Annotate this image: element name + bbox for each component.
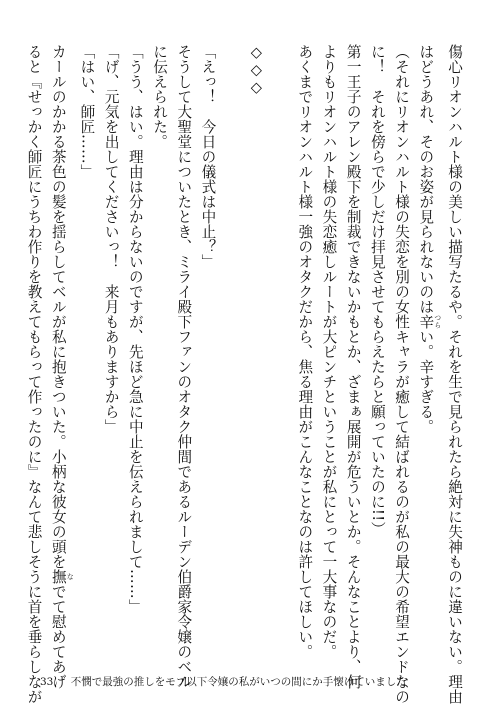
body-line: 「はい、師匠……」 bbox=[78, 44, 96, 179]
body-line: （それにリオンハルト様の失恋を別の女性キャラが癒して結ばれるのが私の最大の希望エンドなの bbox=[393, 44, 411, 704]
body-line: 「えっ！ 今日の儀式は中止？」 bbox=[199, 44, 217, 269]
body-line: カールのかかる茶色の髪を揺らしてベルが私に抱きついた。小柄な彼女の頭を撫 なでて慰めてあげ bbox=[49, 44, 75, 689]
body-line: あくまでリオンハルト様一強のオタクだから、焦る理由がこんなことなのは許してほしい。 bbox=[296, 44, 314, 659]
body-line: 「うう、はい。理由は分からないのですが、先ほど急に中止を伝えられまして……」 bbox=[126, 44, 144, 614]
body-line: に！ それを傍らで少しだけ拝見させてもらえたらと願っていたのに!!） bbox=[368, 44, 386, 537]
body-line: 傷心リオンハルト様の美しい描写たるや。それを生で見られたら絶対に失神ものに違いない。理由 bbox=[446, 44, 463, 704]
body-line: ると『せっかく師匠にうちわ作りを教えてもらって作ったのに』なんて悲しそうに首を垂らしなが bbox=[25, 44, 43, 704]
body-line: そうして大聖堂についたとき、ミライ殿下ファンのオタク仲間であるルーデン伯爵家令嬢のベル bbox=[175, 44, 193, 689]
body-line: に伝えられた。 bbox=[151, 44, 169, 149]
ruby-tsura: 辛 つら bbox=[417, 314, 442, 329]
blank-line bbox=[219, 44, 243, 652]
body-line: 第一王子のアレン殿下を制裁できないかもとか、ざまぁ展開が危ういとか。そんなことより、何 bbox=[344, 44, 362, 689]
page-number: 33 bbox=[40, 676, 54, 688]
section-break-diamonds: ◇◇◇ bbox=[247, 44, 265, 97]
body-line: 「げ、元気を出してくださいっ！ 来月もありますから」 bbox=[102, 44, 120, 434]
body-line: よりもリオンハルト様の失恋癒しルートが大ピンチということが私にとって一大事なのだ。 bbox=[320, 44, 338, 659]
page-footer bbox=[40, 674, 407, 689]
ruby-na: 撫 な bbox=[49, 569, 75, 584]
running-title: 不憫で最強の推しをモブ以下令嬢の私がいつの間にか手懐けていました bbox=[70, 676, 407, 688]
body-line: はどうあれ、そのお姿が見られないのは辛 つらい。辛すぎる。 bbox=[417, 44, 442, 434]
blank-line bbox=[268, 44, 292, 652]
